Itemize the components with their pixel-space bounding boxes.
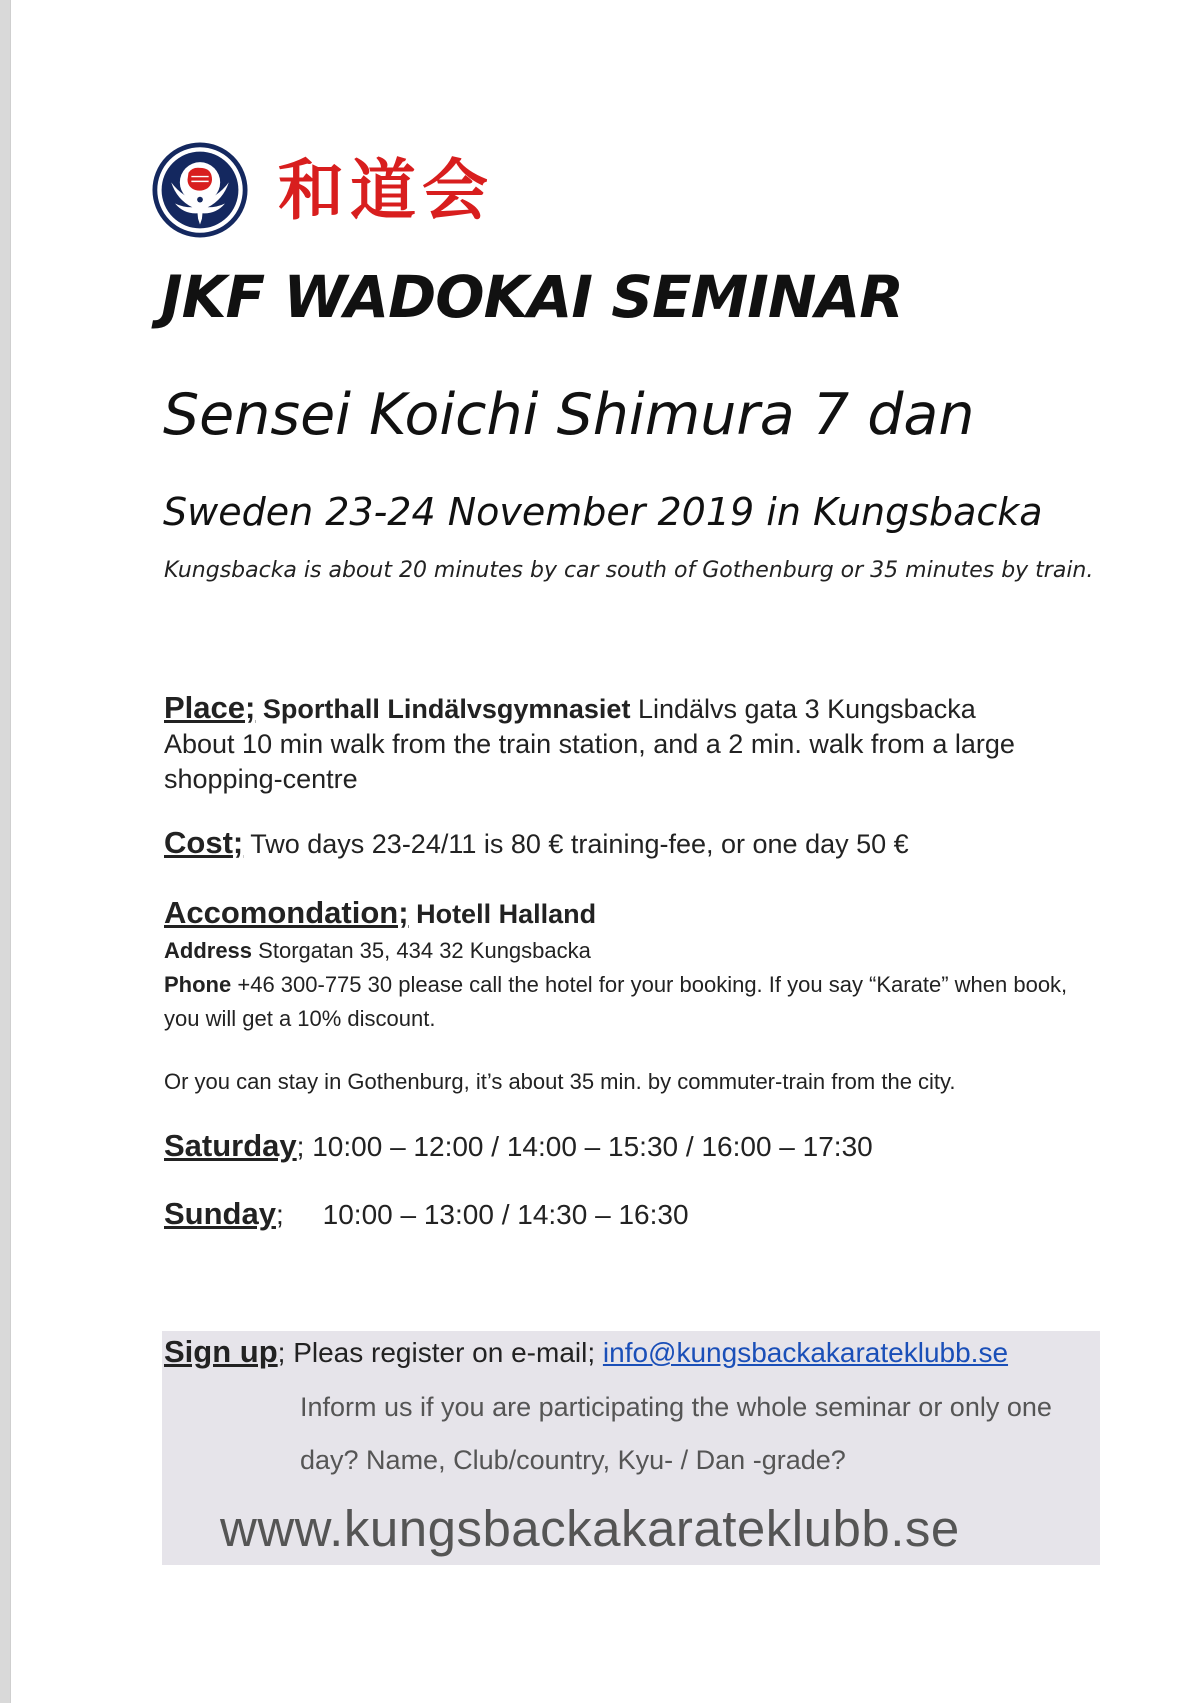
phone-label: Phone [164, 972, 232, 997]
hotel-name: Hotell Halland [416, 899, 597, 929]
signup-box [162, 1331, 1100, 1565]
phone-text: +46 300-775 30 please call the hotel for your booking. If you say “Karate” when book, you will get a 10% discount. [164, 972, 1068, 1031]
signup-line [164, 1334, 1008, 1370]
date-location: Sweden 23-24 November 2019 in Kungsbacka [163, 490, 1043, 534]
sunday-label: Sunday [164, 1196, 276, 1231]
signup-label: Sign up [164, 1334, 278, 1369]
accommodation-section [164, 893, 1094, 1036]
place-label: Place; [164, 690, 256, 725]
saturday-times: ; 10:00 – 12:00 / 14:00 – 15:30 / 16:00 – 17:30 [296, 1131, 873, 1162]
venue-name: Sporthall Lindälvsgymnasiet [262, 694, 631, 724]
place-section [164, 690, 1094, 797]
signup-inform: Inform us if you are participating the whole seminar or only one day? Name, Club/country, Kyu- / Dan -grade? [300, 1392, 1052, 1475]
walk-note: About 10 min walk from the train station, and a 2 min. walk from a large shopping-centre [164, 729, 1015, 794]
saturday-label: Saturday [164, 1128, 297, 1163]
hotel-address: Storgatan 35, 434 32 Kungsbacka [258, 938, 591, 963]
cost-label: Cost; [164, 825, 244, 860]
travel-note: Kungsbacka is about 20 minutes by car south of Gothenburg or 35 minutes by train. [164, 558, 1094, 583]
sunday-times: ; 10:00 – 13:00 / 14:30 – 16:30 [275, 1199, 689, 1230]
signup-text: ; Pleas register on e-mail; [277, 1337, 603, 1368]
flyer-page [10, 0, 1194, 1703]
venue-address: Lindälvs gata 3 Kungsbacka [637, 694, 976, 724]
cost-text: Two days 23-24/11 is 80 € training-fee, or one day 50 € [250, 829, 909, 859]
wadokai-kanji: 和道会 [278, 151, 494, 229]
wadokai-emblem-icon [152, 142, 248, 238]
saturday-schedule [164, 1128, 873, 1164]
club-website: www.kungsbackakarateklubb.se [220, 1500, 960, 1557]
instructor-name: Sensei Koichi Shimura 7 dan [163, 382, 975, 448]
seminar-title: JKF WADOKAI SEMINAR [161, 263, 903, 331]
cost-section [164, 825, 909, 862]
address-label: Address [164, 938, 253, 963]
accommodation-label: Accomondation; [164, 895, 409, 930]
logo-row [152, 140, 494, 240]
alternative-stay: Or you can stay in Gothenburg, it’s about 35 min. by commuter-train from the city. [164, 1069, 956, 1094]
sunday-schedule [164, 1196, 689, 1232]
signup-email-link[interactable]: info@kungsbackakarateklubb.se [602, 1337, 1009, 1368]
